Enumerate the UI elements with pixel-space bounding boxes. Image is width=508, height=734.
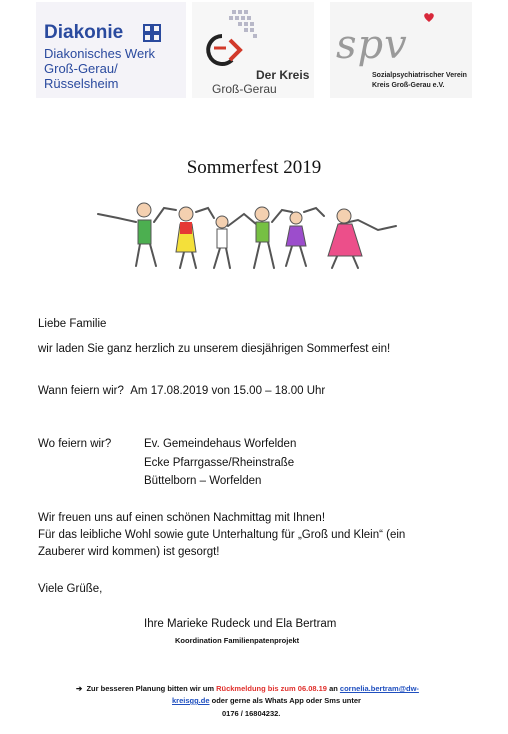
diakonie-brand: Diakonie (44, 22, 124, 43)
diakonie-cross-icon (143, 24, 161, 42)
invitation-text: wir laden Sie ganz herzlich zu unserem diesjährigen Sommerfest ein! (38, 343, 391, 355)
diakonie-logo (36, 2, 186, 98)
spv-line-2: Kreis Groß-Gerau e.V. (372, 82, 445, 89)
kreis-title: Der Kreis (256, 68, 310, 82)
when-value: Am 17.08.2019 von 15.00 – 18.00 Uhr (130, 385, 326, 397)
spv-wordmark: spv (336, 22, 408, 68)
body-line-1: Wir freuen uns auf einen schönen Nachmittag mit Ihnen! (38, 512, 326, 524)
page-title: Sommerfest 2019 (186, 157, 322, 178)
heart-icon (422, 10, 436, 24)
body-line-3: Zauberer wird kommen) ist gesorgt! (38, 546, 220, 558)
body-line-2: Für das leibliche Wohl sowie gute Unterhaltung für „Groß und Klein“ (ein (38, 529, 406, 541)
diakonie-line-3: Rüsselsheim (44, 76, 119, 91)
dancing-family-icon (96, 196, 414, 272)
kreis-subtitle: Groß-Gerau (212, 82, 277, 96)
where-label: Wo feiern wir? (38, 438, 112, 450)
venue-line-3: Büttelborn – Worfelden (144, 475, 262, 487)
kreis-emblem-icon (192, 2, 314, 68)
footer-line-2 (172, 696, 361, 705)
footer-text-3: oder gerne als Whats App oder Sms unter (211, 696, 361, 705)
deadline-text: Rückmeldung bis zum 06.08.19 (216, 684, 327, 693)
when-label: Wann feiern wir? (38, 385, 124, 397)
email-link-continued[interactable]: kreisgg.de (172, 696, 210, 705)
signature: Ihre Marieke Rudeck und Ela Bertram (144, 618, 337, 630)
footer-text-2: an (329, 684, 338, 693)
diakonie-line-2: Groß-Gerau/ (44, 61, 118, 76)
closing: Viele Grüße, (38, 583, 103, 595)
kreis-logo (192, 2, 314, 98)
footer-line-1 (76, 684, 419, 693)
email-link[interactable]: cornelia.bertram@dw- (339, 684, 419, 693)
phone-number: 0176 / 16804232. (222, 709, 281, 718)
arrow-icon: ➔ (76, 684, 83, 693)
role-line: Koordination Familienpatenprojekt (175, 636, 300, 645)
diakonie-line-1: Diakonisches Werk (44, 46, 156, 61)
venue-line-2: Ecke Pfarrgasse/Rheinstraße (144, 457, 295, 469)
when-line (38, 385, 325, 397)
footer-text-1: Zur besseren Planung bitten wir um (86, 684, 214, 693)
spv-logo (330, 2, 472, 98)
greeting: Liebe Familie (38, 318, 107, 330)
spv-line-1: Sozialpsychiatrischer Verein (372, 72, 467, 79)
venue-line-1: Ev. Gemeindehaus Worfelden (144, 438, 297, 450)
